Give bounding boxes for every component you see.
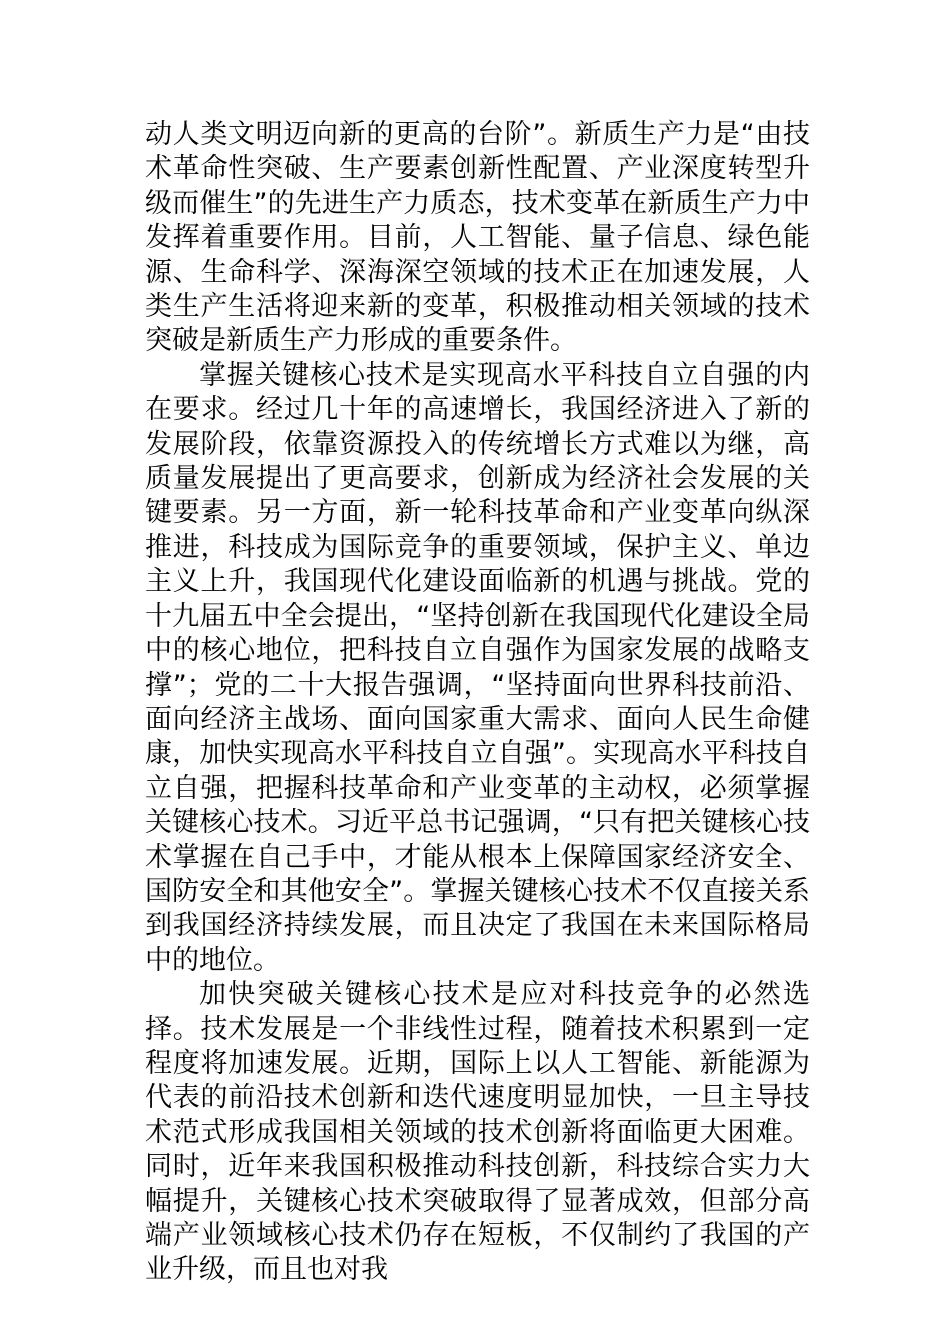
document-page [145, 118, 810, 1288]
body-paragraph-2: 掌握关键核心技术是实现高水平科技自立自强的内在要求。经过几十年的高速增长，我国经济进入了新的发展阶段，依靠资源投入的传统增长方式难以为继，高质量发展提出了更高要求，创新成为经济社会发展的关键要素。另一方面，新一轮科技革命和产业变革向纵深推进，科技成为国际竞争的重要领域，保护主义、单边主义上升，我国现代化建设面临新的机遇与挑战。党的十九届五中全会提出，“坚持创新在我国现代化建设全局中的核心地位，把科技自立自强作为国家发展的战略支撑”；党的二十大报告强调，“坚持面向世界科技前沿、面向经济主战场、面向国家重大需求、面向人民生命健康，加快实现高水平科技自立自强”。实现高水平科技自立自强，把握科技革命和产业变革的主动权，必须掌握关键核心技术。习近平总书记强调，“只有把关键核心技术掌握在自己手中，才能从根本上保障国家经济安全、国防安全和其他安全”。掌握关键核心技术不仅直接关系到我国经济持续发展，而且决定了我国在未来国际格局中的地位。 [145, 359, 810, 976]
body-paragraph-3: 加快突破关键核心技术是应对科技竞争的必然选择。技术发展是一个非线性过程，随着技术积累到一定程度将加速发展。近期，国际上以人工智能、新能源为代表的前沿技术创新和迭代速度明显加快，一旦主导技术范式形成我国相关领域的技术创新将面临更大困难。同时，近年来我国积极推动科技创新，科技综合实力大幅提升，关键核心技术突破取得了显著成效，但部分高端产业领域核心技术仍存在短板，不仅制约了我国的产业升级，而且也对我 [145, 979, 810, 1286]
body-paragraph-1: 动人类文明迈向新的更高的台阶”。新质生产力是“由技术革命性突破、生产要素创新性配置、产业深度转型升级而催生”的先进生产力质态，技术变革在新质生产力中发挥着重要作用。目前，人工智能、量子信息、绿色能源、生命科学、深海深空领域的技术正在加速发展，人类生产生活将迎来新的变革，积极推动相关领域的技术突破是新质生产力形成的重要条件。 [145, 119, 810, 357]
